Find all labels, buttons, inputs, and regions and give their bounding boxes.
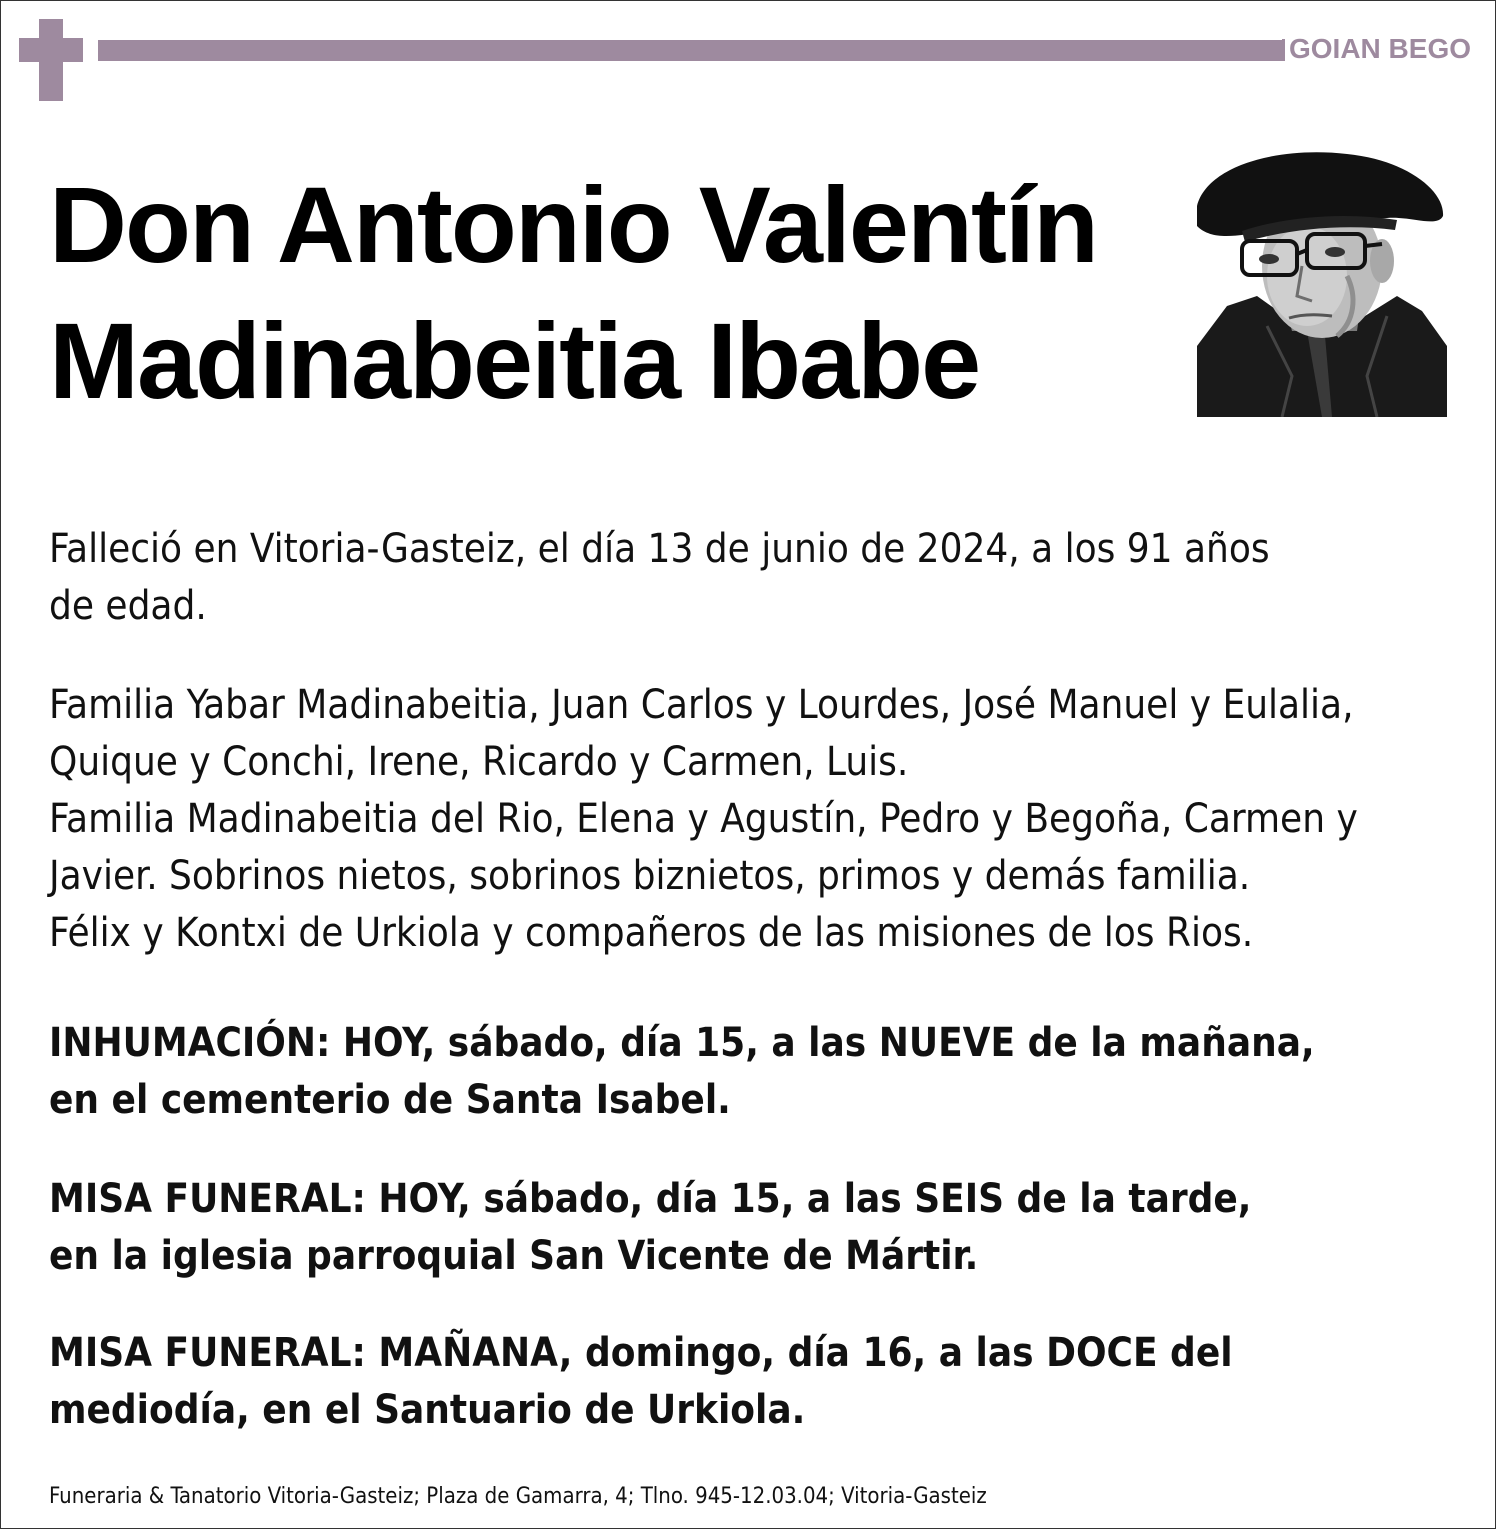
family-line: Familia Madinabeitia del Rio, Elena y Agustín, Pedro y Begoña, Carmen y xyxy=(49,796,1358,842)
death-notice-line: de edad. xyxy=(49,583,207,629)
service-line: MISA FUNERAL: MAÑANA, domingo, día 16, a las DOCE del xyxy=(49,1330,1233,1376)
cross-icon-horizontal xyxy=(19,38,83,62)
header-bar xyxy=(98,40,1284,61)
family-list xyxy=(49,677,1469,962)
service-line: mediodía, en el Santuario de Urkiola. xyxy=(49,1387,806,1433)
family-line: Javier. Sobrinos nietos, sobrinos biznietos, primos y demás familia. xyxy=(49,853,1251,899)
death-notice xyxy=(49,521,1469,635)
service-burial xyxy=(49,1015,1449,1129)
deceased-name-line1: Don Antonio Valentín xyxy=(49,164,1097,285)
family-line: Quique y Conchi, Irene, Ricardo y Carmen, Luis. xyxy=(49,739,909,785)
deceased-name-line2: Madinabeitia Ibabe xyxy=(49,300,980,421)
service-funeral-mass-tomorrow xyxy=(49,1325,1449,1439)
funeral-home-footer: Funeraria & Tanatorio Vitoria-Gasteiz; Plaza de Gamarra, 4; Tlno. 945-12.03.04; Vitoria-Gasteiz xyxy=(49,1484,987,1509)
service-line: en la iglesia parroquial San Vicente de Mártir. xyxy=(49,1233,979,1279)
brand-label: GOIAN BEGO xyxy=(1289,33,1472,64)
service-line: INHUMACIÓN: HOY, sábado, día 15, a las NUEVE de la mañana, xyxy=(49,1020,1315,1066)
family-line: Félix y Kontxi de Urkiola y compañeros de las misiones de los Rios. xyxy=(49,910,1254,956)
family-line: Familia Yabar Madinabeitia, Juan Carlos y Lourdes, José Manuel y Eulalia, xyxy=(49,682,1354,728)
service-line: MISA FUNERAL: HOY, sábado, día 15, a las SEIS de la tarde, xyxy=(49,1176,1252,1222)
header-separator xyxy=(1282,39,1285,61)
death-notice-line: Falleció en Vitoria-Gasteiz, el día 13 de junio de 2024, a los 91 años xyxy=(49,526,1270,572)
deceased-name xyxy=(49,157,1189,429)
portrait-photo xyxy=(1197,146,1447,417)
service-line: en el cementerio de Santa Isabel. xyxy=(49,1077,731,1123)
service-funeral-mass-today xyxy=(49,1171,1449,1285)
